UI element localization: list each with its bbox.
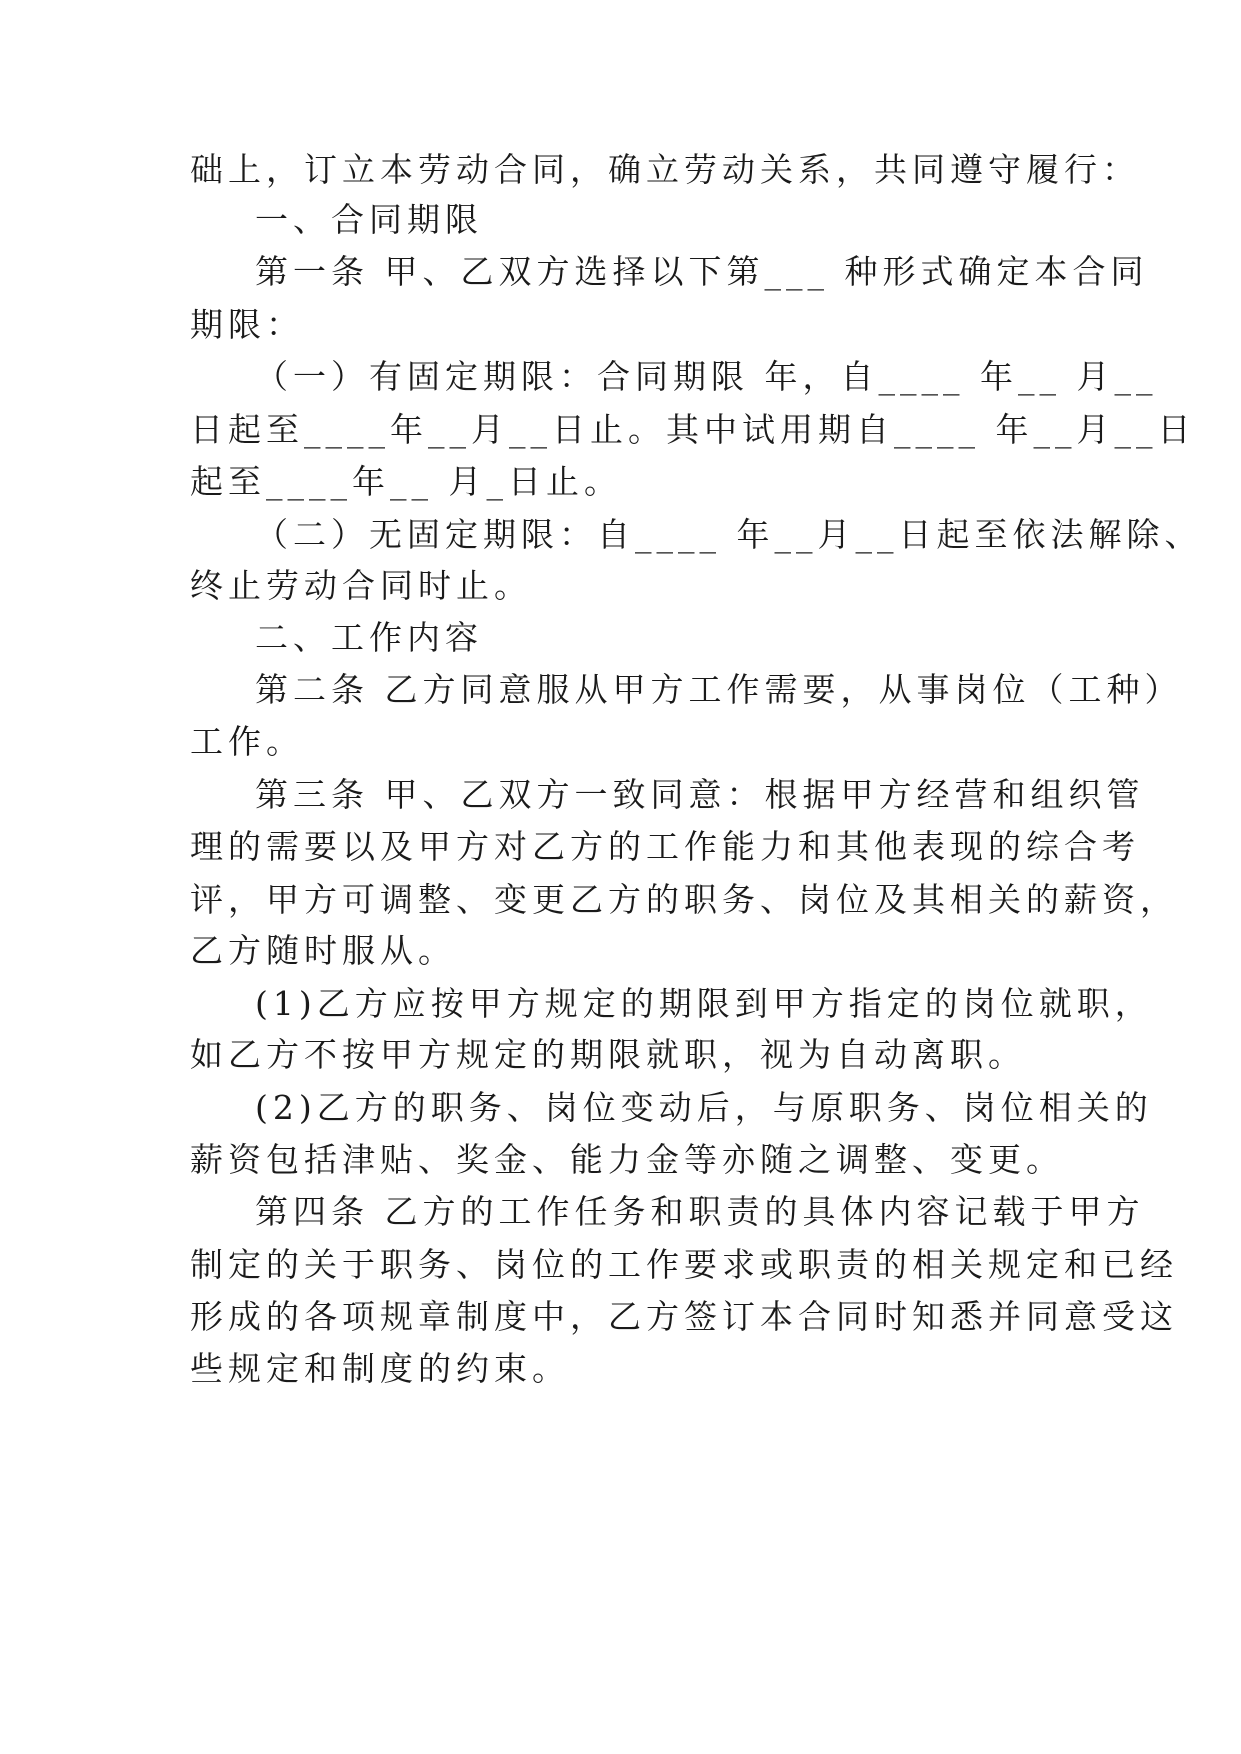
text-line: 起至____年__ 月_日止。 — [190, 462, 622, 501]
text-line: 终止劳动合同时止。 — [190, 566, 532, 605]
section-heading-work-content: 二、工作内容 — [255, 618, 483, 657]
text-line: 日起至____年__月__日止。其中试用期自____ 年__月__日 — [190, 410, 1196, 449]
text-line: 如乙方不按甲方规定的期限就职，视为自动离职。 — [190, 1035, 1026, 1074]
text-line: 制定的关于职务、岗位的工作要求或职责的相关规定和已经 — [190, 1245, 1178, 1284]
text-line: 第四条 乙方的工作任务和职责的具体内容记载于甲方 — [255, 1192, 1145, 1231]
text-line: 些规定和制度的约束。 — [190, 1349, 570, 1388]
text-line: 第三条 甲、乙双方一致同意：根据甲方经营和组织管 — [255, 775, 1145, 814]
text-line: 础上，订立本劳动合同，确立劳动关系，共同遵守履行： — [190, 150, 1140, 189]
text-line: 工作。 — [190, 722, 304, 761]
text-line: 评，甲方可调整、变更乙方的职务、岗位及其相关的薪资， — [190, 880, 1178, 919]
text-line: 理的需要以及甲方对乙方的工作能力和其他表现的综合考 — [190, 827, 1140, 866]
text-line: 期限： — [190, 305, 304, 344]
text-line: （一）有固定期限：合同期限 年，自____ 年__ 月__ — [255, 357, 1158, 396]
text-line: (1)乙方应按甲方规定的期限到甲方指定的岗位就职， — [255, 984, 1153, 1023]
text-line: 薪资包括津贴、奖金、能力金等亦随之调整、变更。 — [190, 1140, 1064, 1179]
text-line: (2)乙方的职务、岗位变动后，与原职务、岗位相关的 — [255, 1088, 1153, 1127]
text-line: 乙方随时服从。 — [190, 931, 456, 970]
text-line: 第一条 甲、乙双方选择以下第___ 种形式确定本合同 — [255, 252, 1149, 291]
text-line: 形成的各项规章制度中，乙方签订本合同时知悉并同意受这 — [190, 1297, 1178, 1336]
text-line: （二）无固定期限：自____ 年__月__日起至依法解除、 — [255, 515, 1203, 554]
text-line: 第二条 乙方同意服从甲方工作需要，从事岗位（工种） — [255, 670, 1183, 709]
section-heading-contract-term: 一、合同期限 — [255, 200, 483, 239]
